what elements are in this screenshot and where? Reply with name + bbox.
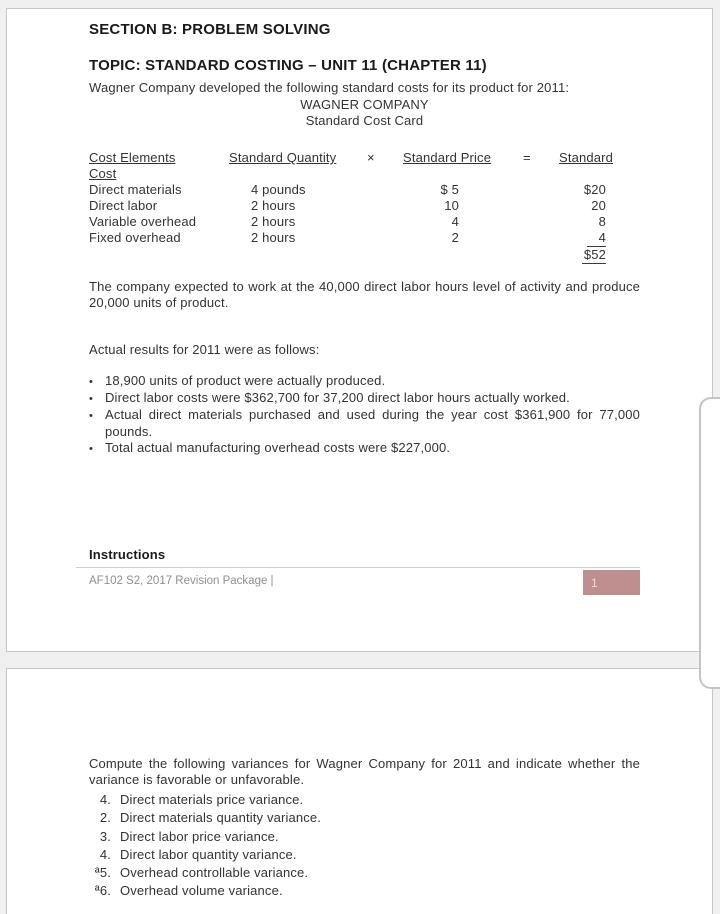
- page-2: [6, 668, 713, 914]
- card-subtitle: Standard Cost Card: [305, 113, 424, 128]
- cell-quantity: 2 hours: [251, 198, 296, 213]
- cell-quantity: 2 hours: [251, 230, 296, 245]
- list-item: [89, 390, 640, 407]
- list-item-text: Actual direct materials purchased and used during the year cost $361,900 for 77,000 pounds.: [105, 407, 640, 439]
- header-standard-cost-line2: Cost: [89, 166, 117, 181]
- table-header-row: [89, 150, 640, 166]
- table-row: [89, 198, 640, 214]
- page-2-content: [7, 669, 712, 901]
- company-name: WAGNER COMPANY: [300, 97, 429, 112]
- list-item: [89, 440, 640, 457]
- cell-price: 10: [444, 198, 459, 213]
- list-item: [89, 846, 640, 864]
- header-standard-quantity: Standard Quantity: [229, 150, 337, 165]
- item-number: 3.: [99, 828, 111, 844]
- cell-cost: $20: [583, 182, 606, 197]
- list-item: [89, 407, 640, 440]
- cell-element: Direct materials: [89, 182, 182, 197]
- cell-element: Variable overhead: [89, 214, 197, 229]
- total-standard-cost: $52: [583, 247, 606, 262]
- cell-quantity: 2 hours: [251, 214, 296, 229]
- item-number: ª6.: [94, 883, 111, 899]
- cell-price: 2: [451, 230, 459, 245]
- list-item-text: Overhead controllable variance.: [120, 865, 309, 881]
- cell-cost: 20: [591, 198, 606, 213]
- cell-quantity: 4 pounds: [251, 182, 306, 197]
- list-item-text: Direct labor quantity variance.: [120, 846, 297, 862]
- table-row: [89, 182, 640, 198]
- bullet-icon: •: [89, 443, 94, 455]
- table-total-row: [89, 247, 640, 264]
- table-row: [89, 214, 640, 230]
- actual-results-list: [89, 373, 640, 457]
- cell-element: Direct labor: [89, 198, 158, 213]
- list-item: [89, 828, 640, 846]
- list-item: [89, 791, 640, 809]
- cell-cost: [559, 230, 640, 247]
- bullet-icon: •: [89, 410, 94, 422]
- list-item-text: Direct materials quantity variance.: [120, 810, 322, 826]
- item-number: 4.: [99, 846, 111, 862]
- header-cost-elements: Cost Elements: [89, 150, 176, 165]
- scroll-flyout-handle[interactable]: [699, 397, 720, 689]
- variances-list: [89, 791, 640, 901]
- table-row: [89, 230, 640, 247]
- cell-cost: 8: [598, 214, 606, 229]
- cell-price: $ 5: [440, 182, 459, 197]
- list-item-text: Direct labor costs were $362,700 for 37,200 direct labor hours actually worked.: [105, 390, 570, 405]
- standard-cost-card-title: [89, 97, 640, 129]
- page-number-badge: 1: [583, 570, 640, 595]
- header-standard-cost-line1: Standard: [559, 150, 613, 165]
- cell-element: Fixed overhead: [89, 230, 181, 245]
- page-1: [6, 8, 713, 652]
- table-header-wrap-row: [89, 166, 640, 182]
- page-footer: [76, 567, 640, 595]
- bullet-icon: •: [89, 393, 94, 405]
- list-item-text: Total actual manufacturing overhead costs were $227,000.: [105, 440, 451, 455]
- subtotal-underlined-value: 4: [587, 230, 606, 247]
- cell-price: 4: [451, 214, 459, 229]
- actual-results-intro: Actual results for 2011 were as follows:: [89, 342, 320, 357]
- list-item-text: Direct materials price variance.: [120, 792, 304, 807]
- page-1-content: [7, 9, 712, 563]
- item-number: 2.: [99, 810, 111, 826]
- bullet-icon: •: [89, 376, 94, 388]
- list-item-text: 18,900 units of product were actually produced.: [105, 373, 386, 388]
- standard-cost-table: [89, 150, 640, 264]
- item-number: 4.: [99, 792, 111, 807]
- list-item: [89, 882, 640, 900]
- list-item: [89, 864, 640, 882]
- section-heading: SECTION B: PROBLEM SOLVING: [89, 21, 331, 38]
- list-item: [89, 373, 640, 390]
- item-number: ª5.: [94, 865, 111, 881]
- instructions-heading: Instructions: [89, 547, 166, 562]
- list-item-text: Overhead volume variance.: [120, 883, 283, 899]
- topic-heading: TOPIC: STANDARD COSTING – UNIT 11 (CHAPTER 11): [89, 57, 487, 74]
- list-item-text: Direct labor price variance.: [120, 828, 279, 844]
- compute-variances-paragraph: Compute the following variances for Wagner Company for 2011 and indicate whether the variance is favorable or unfavorable.: [89, 756, 640, 787]
- header-standard-price: Standard Price: [403, 150, 492, 165]
- intro-paragraph: Wagner Company developed the following standard costs for its product for 2011:: [89, 80, 570, 95]
- footer-text: AF102 S2, 2017 Revision Package |: [89, 575, 274, 587]
- equals-symbol: =: [523, 150, 531, 165]
- expected-activity-paragraph: The company expected to work at the 40,000 direct labor hours level of activity and produce 20,000 units of product.: [89, 279, 640, 310]
- list-item: [89, 809, 640, 827]
- times-symbol: ×: [367, 150, 375, 165]
